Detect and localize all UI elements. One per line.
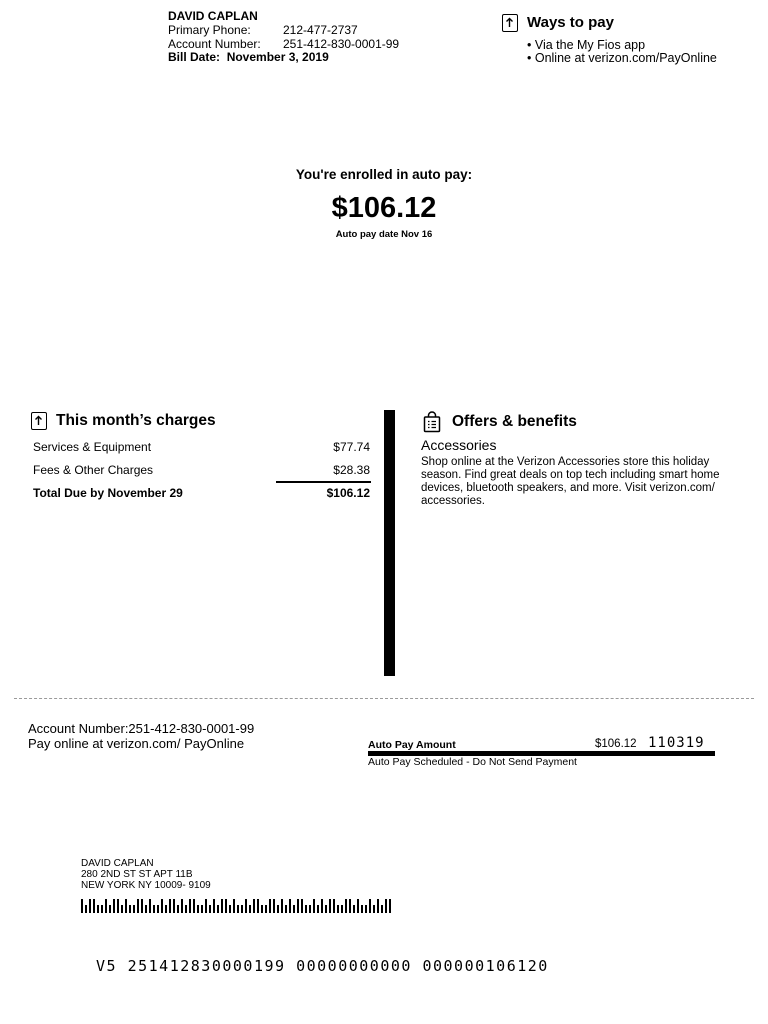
auto-pay-date: Auto pay date Nov 16 [335, 229, 433, 240]
barcode-bar [345, 899, 347, 913]
barcode-bar [313, 899, 315, 913]
barcode-bar [209, 905, 211, 913]
primary-phone-value: 212-477-2737 [283, 23, 358, 37]
barcode-bar [277, 905, 279, 913]
total-label: Total Due by November 29 [33, 486, 183, 500]
barcode-bar [257, 899, 259, 913]
barcode-bar [309, 905, 311, 913]
barcode-bar [137, 899, 139, 913]
barcode-bar [109, 905, 111, 913]
barcode-bar [249, 905, 251, 913]
barcode-bar [233, 899, 235, 913]
barcode-bar [205, 899, 207, 913]
tear-off-line [14, 698, 754, 699]
barcode-bar [149, 899, 151, 913]
barcode-bar [101, 905, 103, 913]
auto-pay-scheduled-note: Auto Pay Scheduled - Do Not Send Payment [368, 756, 577, 768]
ways-to-pay-item-app: • Via the My Fios app [527, 38, 646, 52]
charge-label: Fees & Other Charges [33, 463, 154, 477]
account-number-value: 251-412-830-0001-99 [283, 37, 400, 51]
charge-row-fees [33, 463, 370, 477]
barcode-bar [265, 905, 267, 913]
charge-amount: $28.38 [333, 463, 370, 477]
barcode-bar [217, 905, 219, 913]
remittance-pay-online: Pay online at verizon.com/ PayOnline [28, 736, 245, 751]
section-divider [384, 410, 395, 676]
barcode-bar [369, 899, 371, 913]
barcode-bar [201, 905, 203, 913]
shopping-bag-icon [423, 411, 441, 433]
barcode-bar [89, 899, 91, 913]
barcode-bar [133, 905, 135, 913]
ways-to-pay-title: Ways to pay [527, 14, 614, 31]
barcode-bar [97, 905, 99, 913]
barcode-bar [341, 905, 343, 913]
charge-amount: $77.74 [333, 440, 370, 454]
barcode-bar [225, 899, 227, 913]
customer-name: DAVID CAPLAN [168, 9, 258, 23]
barcode-bar [197, 905, 199, 913]
charge-row-total [33, 486, 370, 500]
barcode-bar [269, 899, 271, 913]
address-line-street: 280 2ND ST ST APT 11B [81, 869, 193, 880]
barcode-bar [161, 899, 163, 913]
address-line-name: DAVID CAPLAN [81, 858, 154, 869]
primary-phone-row [168, 23, 358, 37]
barcode-bar [353, 905, 355, 913]
barcode-bar [329, 899, 331, 913]
sum-underline [276, 481, 371, 483]
barcode-bar [261, 905, 263, 913]
barcode-bar [285, 905, 287, 913]
barcode-bar [145, 905, 147, 913]
barcode-bar [241, 905, 243, 913]
barcode-bar [157, 905, 159, 913]
barcode-bar [169, 899, 171, 913]
barcode-bar [377, 899, 379, 913]
barcode-bar [325, 905, 327, 913]
barcode-bar [365, 905, 367, 913]
barcode-bar [221, 899, 223, 913]
barcode-bar [81, 899, 83, 913]
offers-subtitle: Accessories [421, 437, 497, 453]
barcode-bar [289, 899, 291, 913]
barcode-bar [301, 899, 303, 913]
barcode-bar [349, 899, 351, 913]
offers-title: Offers & benefits [452, 413, 577, 430]
auto-pay-heading: You're enrolled in auto pay: [295, 167, 473, 182]
barcode-bar [337, 905, 339, 913]
payment-upload-icon [502, 14, 518, 32]
barcode-bar [389, 899, 391, 913]
bill-date-value: November 3, 2019 [226, 50, 329, 64]
barcode-bar [117, 899, 119, 913]
offers-body: Shop online at the Verizon Accessories store this holiday season. Find great deals on top tech including smart home devices, bluetooth speakers, and more. Visit verizon.com/ accessories. [421, 456, 720, 507]
remittance-account-number: Account Number:251-412-830-0001-99 [28, 721, 255, 736]
primary-phone-label: Primary Phone: [168, 23, 251, 37]
bill-date-row [168, 50, 329, 64]
ocr-scan-line: V5 251412830000199 00000000000 000000106120 [96, 957, 549, 975]
barcode-bar [229, 905, 231, 913]
barcode-bar [105, 899, 107, 913]
barcode-bar [381, 905, 383, 913]
charge-row-services [33, 440, 370, 454]
barcode-bar [373, 905, 375, 913]
barcode-bar [189, 899, 191, 913]
barcode-bar [177, 905, 179, 913]
auto-pay-code: 110319 [648, 735, 705, 751]
barcode-bar [273, 899, 275, 913]
barcode-bar [173, 899, 175, 913]
barcode-bar [213, 899, 215, 913]
total-amount: $106.12 [326, 486, 370, 500]
barcode-bar [317, 905, 319, 913]
barcode-bar [361, 905, 363, 913]
auto-pay-amount-label: Auto Pay Amount [368, 739, 456, 751]
barcode-bar [129, 905, 131, 913]
bill-date-label: Bill Date: [168, 50, 221, 64]
account-number-label: Account Number: [168, 37, 261, 51]
barcode-bar [385, 899, 387, 913]
charges-title: This month’s charges [56, 412, 216, 429]
barcode-bar [113, 899, 115, 913]
charge-label: Services & Equipment [33, 440, 152, 454]
barcode-bar [93, 899, 95, 913]
barcode-bar [185, 905, 187, 913]
account-number-row [168, 37, 399, 51]
barcode-bar [165, 905, 167, 913]
charges-upload-icon [31, 412, 47, 430]
ways-to-pay-item-online: • Online at verizon.com/PayOnline [527, 51, 717, 65]
barcode-bar [125, 899, 127, 913]
barcode-bar [181, 899, 183, 913]
barcode-bar [121, 905, 123, 913]
auto-pay-amount-value: $106.12 [595, 738, 637, 750]
barcode-bar [293, 905, 295, 913]
barcode-bar [357, 899, 359, 913]
barcode-bar [333, 899, 335, 913]
address-line-city: NEW YORK NY 10009- 9109 [81, 880, 211, 891]
barcode-bar [281, 899, 283, 913]
barcode-bar [237, 905, 239, 913]
barcode-bar [141, 899, 143, 913]
barcode-bar [305, 905, 307, 913]
barcode-bar [85, 905, 87, 913]
barcode-bar [297, 899, 299, 913]
barcode-bar [193, 899, 195, 913]
postal-barcode [81, 897, 393, 913]
barcode-bar [253, 899, 255, 913]
barcode-bar [321, 899, 323, 913]
auto-pay-amount: $106.12 [331, 192, 437, 224]
barcode-bar [245, 899, 247, 913]
barcode-bar [153, 905, 155, 913]
